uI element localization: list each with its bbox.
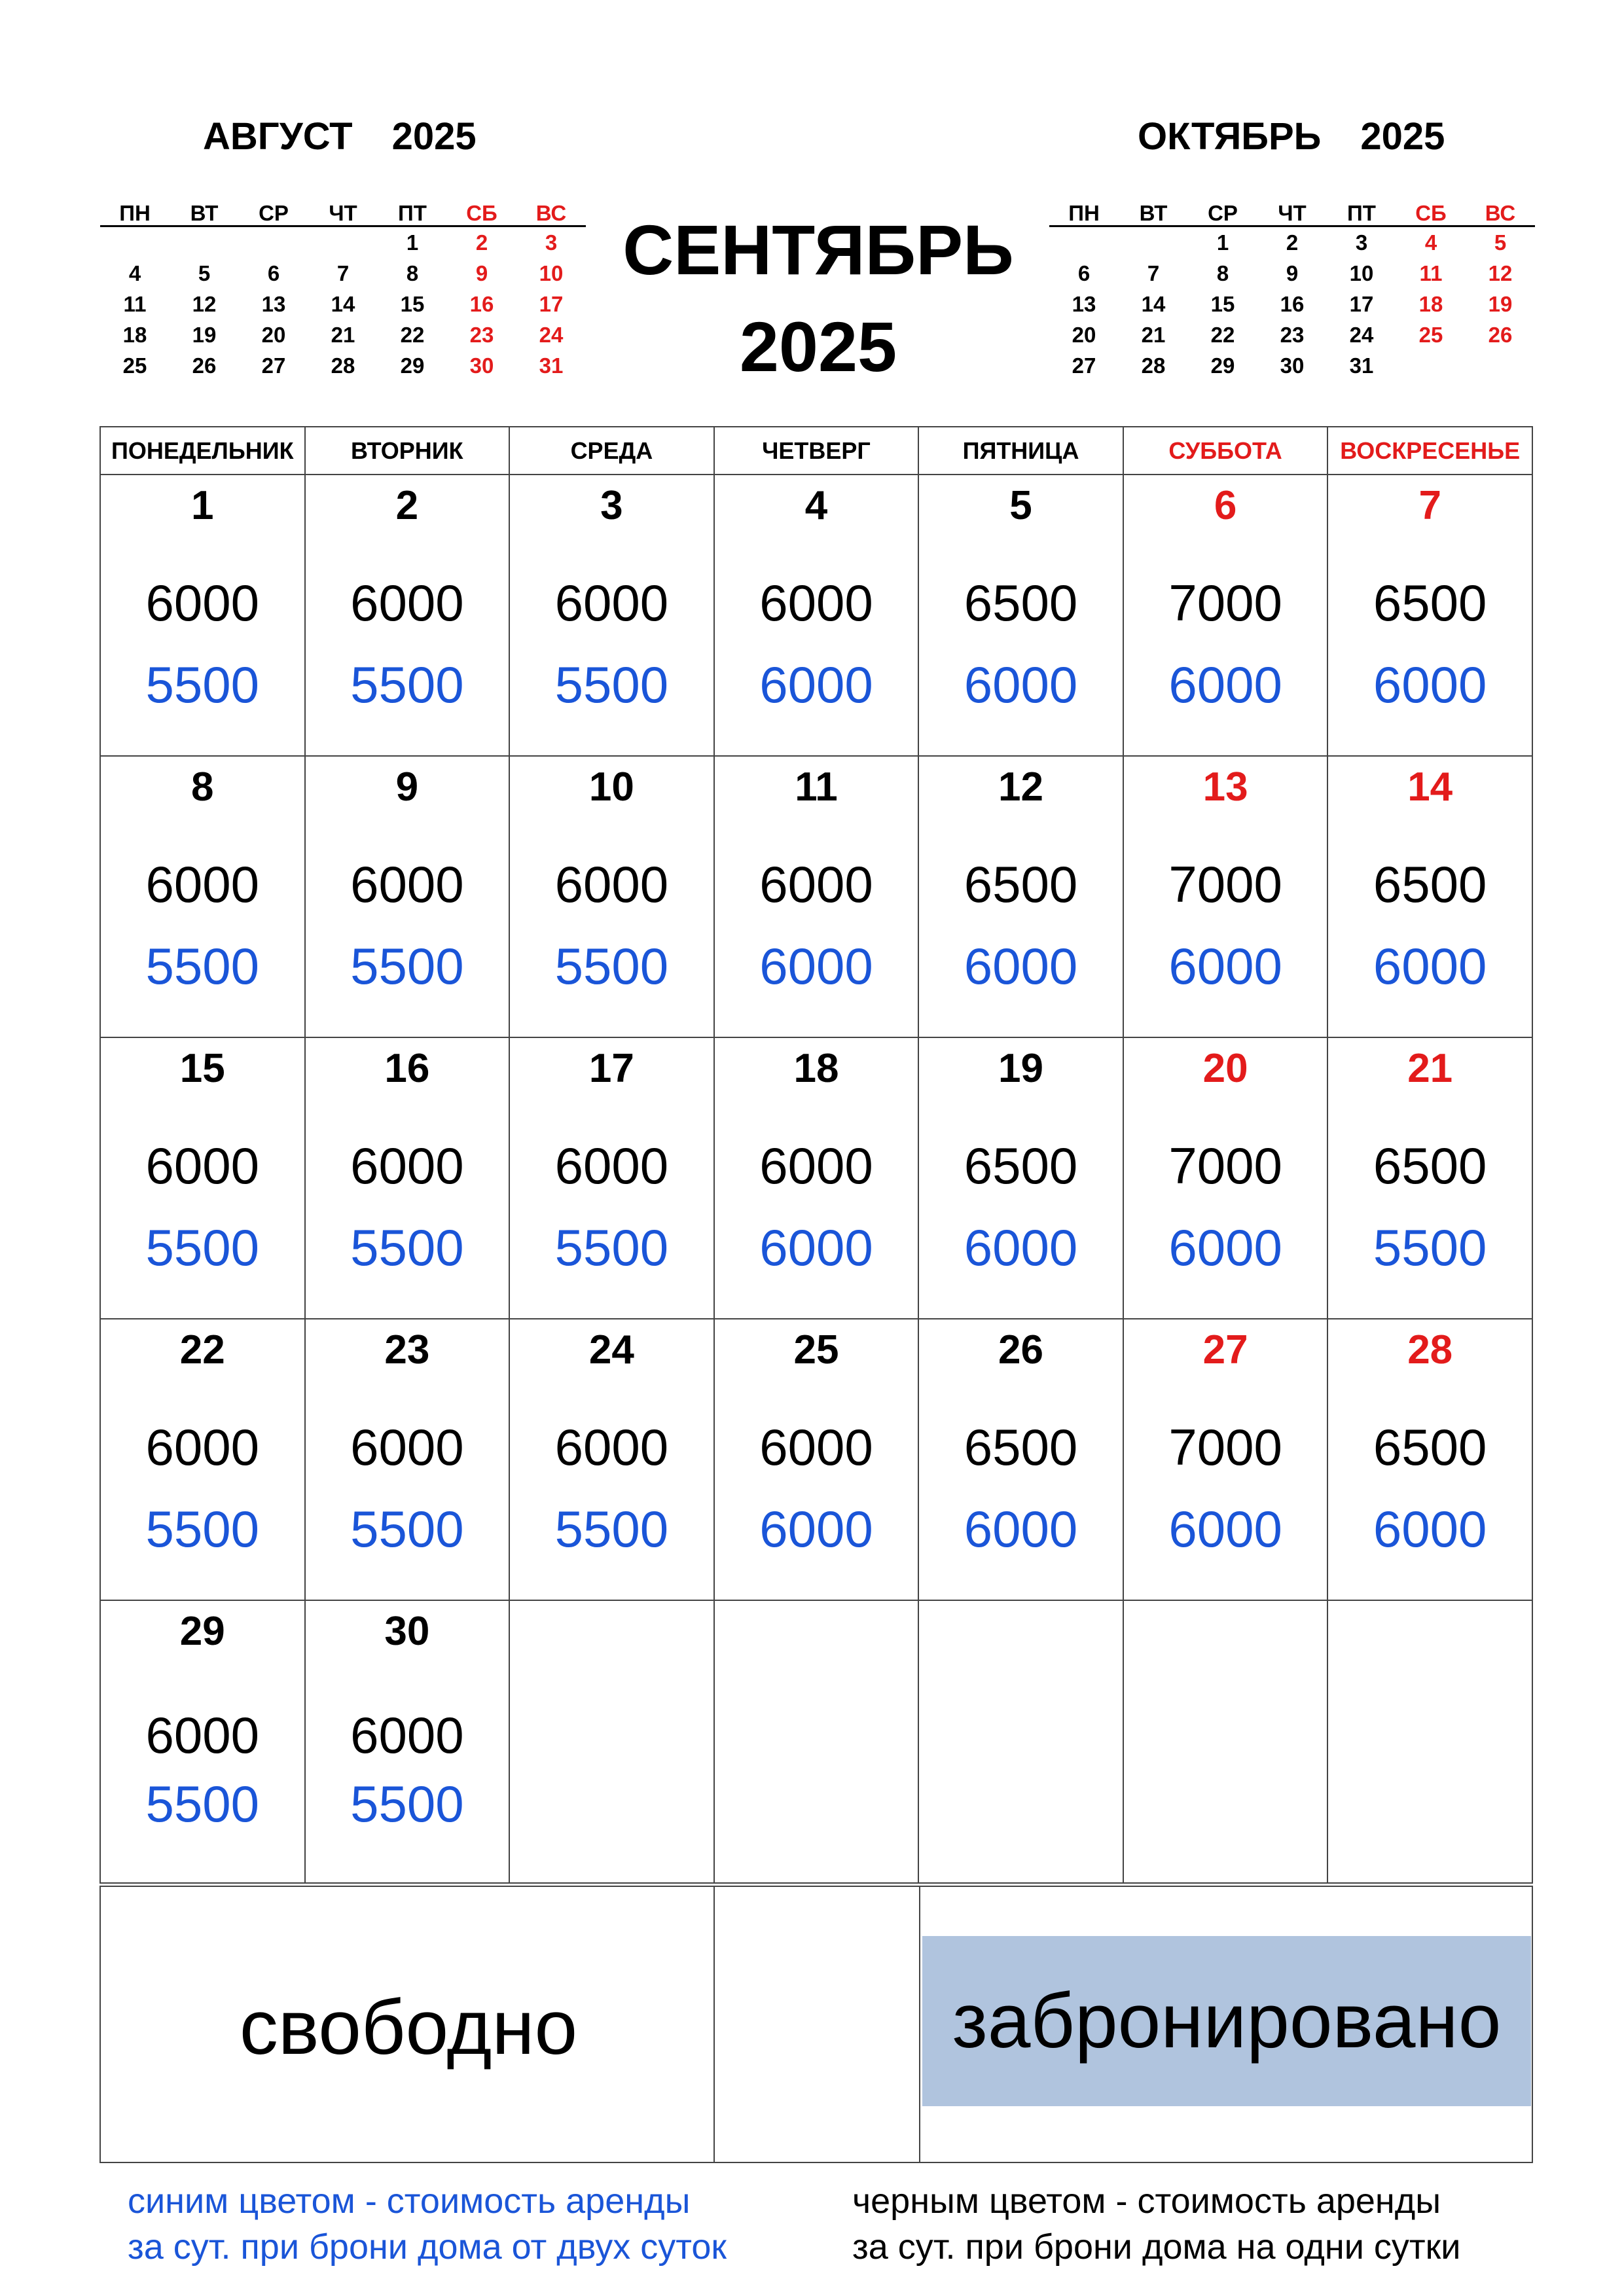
weekday-header: СРЕДА [509,427,714,475]
weekday-label: ВС [535,201,567,225]
legend-booked-label: забронировано [922,1936,1531,2106]
weekday-label: СБ [466,201,497,225]
price-one-night: 6000 [350,1137,464,1194]
day-number: 4 [804,483,828,528]
weekday-header: ПЯТНИЦА [918,427,1123,475]
price-one-night: 6000 [350,574,464,632]
date-cell: 12 [192,291,217,316]
price-two-nights: 5500 [145,656,260,713]
price-two-nights: 5500 [145,1775,260,1833]
date-cell: 7 [1147,260,1160,285]
price-two-nights: 6000 [1373,656,1487,713]
weekday-label: ПН [1068,201,1100,225]
weekday-label: ПТ [398,201,427,225]
day-cell[interactable] [509,756,714,1037]
date-cell: 27 [261,353,286,378]
week-row [100,756,1532,1037]
date-cell: 4 [128,260,141,285]
price-one-night: 7000 [1168,574,1282,632]
day-number: 12 [998,764,1044,810]
main-year-title: 2025 [739,307,897,386]
note-blue-line2: за сут. при брони дома от двух суток [128,2227,727,2267]
date-cell: 19 [1488,291,1513,316]
date-cell: 30 [1280,353,1305,378]
date-cell: 2 [1286,230,1299,255]
date-cell: 31 [1349,353,1374,378]
date-cell: 19 [192,322,217,347]
price-two-nights: 6000 [759,656,873,713]
price-two-nights: 6000 [964,1500,1078,1558]
date-cell: 26 [1488,322,1513,347]
day-cell[interactable] [1123,475,1328,756]
day-cell[interactable] [100,475,305,756]
price-two-nights: 6000 [759,937,873,995]
price-two-nights: 5500 [350,1500,464,1558]
price-one-night: 6000 [554,855,669,913]
next-month-title [1138,115,1445,158]
price-one-night: 6500 [1373,574,1487,632]
price-one-night: 6000 [350,1706,464,1764]
day-number: 20 [1202,1046,1248,1091]
price-one-night: 6000 [554,1418,669,1476]
day-number: 2 [395,483,419,528]
price-two-nights: 5500 [350,1219,464,1276]
empty-cell [714,1600,919,1883]
week-row [1049,319,1535,350]
weekday-label: СР [259,201,289,225]
next-month-weekdays [1049,196,1535,227]
price-one-night: 6000 [350,855,464,913]
weekday-header: СУББОТА [1123,427,1328,475]
day-number: 22 [179,1327,225,1372]
date-cell: 3 [545,230,558,255]
week-row [100,475,1532,756]
day-cell[interactable] [305,475,510,756]
date-cell: 12 [1488,260,1513,285]
prev-month-year: 2025 [391,115,477,158]
day-cell[interactable] [305,1037,510,1319]
price-two-nights: 5500 [350,656,464,713]
price-two-nights: 6000 [1168,1219,1282,1276]
day-cell[interactable] [305,1600,510,1883]
week-row [100,350,586,381]
empty-cell [918,1600,1123,1883]
price-two-nights: 6000 [759,1219,873,1276]
price-one-night: 6500 [1373,855,1487,913]
weekday-label: ЧТ [329,201,357,225]
main-month-title: СЕНТЯБРЬ [623,210,1014,289]
booking-calendar-grid [99,426,1533,1884]
date-cell: 10 [1349,260,1374,285]
price-two-nights: 5500 [1373,1219,1487,1276]
empty-cell [1123,1600,1328,1883]
date-cell: 22 [400,322,425,347]
day-cell[interactable] [714,756,919,1037]
empty-cell [509,1600,714,1883]
day-number: 13 [1202,764,1248,810]
day-number: 15 [179,1046,225,1091]
price-one-night: 6500 [1373,1137,1487,1194]
day-cell[interactable] [509,1319,714,1600]
date-cell: 28 [1141,353,1166,378]
date-cell: 2 [475,230,488,255]
date-cell: 13 [261,291,286,316]
price-two-nights: 6000 [1168,1500,1282,1558]
date-cell: 30 [469,353,494,378]
price-two-nights: 6000 [964,656,1078,713]
day-number: 19 [998,1046,1044,1091]
day-cell[interactable] [918,1037,1123,1319]
legend-free-label: свободно [239,1984,578,2071]
week-row [100,258,586,289]
weekday-header: ЧЕТВЕРГ [714,427,919,475]
week-row [100,289,586,319]
day-number: 9 [395,764,419,810]
prev-month-calendar [100,196,586,381]
weekday-header: ВТОРНИК [305,427,510,475]
date-cell: 23 [469,322,494,347]
price-two-nights: 5500 [145,1500,260,1558]
day-cell[interactable] [100,1600,305,1883]
day-cell[interactable] [1327,475,1532,756]
week-row [100,1319,1532,1600]
date-cell: 11 [123,291,147,316]
price-two-nights: 5500 [350,937,464,995]
date-cell: 8 [406,260,419,285]
day-cell[interactable] [714,1037,919,1319]
day-number: 17 [588,1046,634,1091]
date-cell: 9 [475,260,488,285]
date-cell: 11 [1419,260,1443,285]
day-cell[interactable] [714,1319,919,1600]
price-one-night: 6500 [964,855,1078,913]
week-row [1049,350,1535,381]
date-cell: 31 [539,353,564,378]
date-cell: 26 [192,353,217,378]
week-row [100,1600,1532,1883]
price-one-night: 6000 [759,574,873,632]
note-blue-line1: синим цветом - стоимость аренды [128,2181,691,2221]
date-cell: 28 [331,353,355,378]
price-one-night: 6000 [759,1418,873,1476]
day-number: 14 [1407,764,1453,810]
next-month-calendar [1049,196,1535,381]
day-cell[interactable] [918,756,1123,1037]
day-number: 28 [1407,1327,1453,1372]
date-cell: 17 [539,291,564,316]
next-month-year: 2025 [1360,115,1445,158]
price-two-nights: 5500 [554,937,669,995]
price-one-night: 6500 [964,1418,1078,1476]
price-two-nights: 6000 [1373,937,1487,995]
day-cell[interactable] [1123,756,1328,1037]
date-cell: 6 [267,260,280,285]
date-cell: 16 [469,291,494,316]
date-cell: 14 [331,291,355,316]
date-cell: 22 [1210,322,1235,347]
day-cell[interactable] [305,1319,510,1600]
date-cell: 21 [331,322,355,347]
price-two-nights: 6000 [1373,1500,1487,1558]
day-number: 26 [998,1327,1044,1372]
day-number: 23 [384,1327,430,1372]
day-number: 24 [588,1327,634,1372]
date-cell: 27 [1072,353,1096,378]
price-one-night: 7000 [1168,1137,1282,1194]
week-row [100,1037,1532,1319]
price-one-night: 6000 [145,1418,260,1476]
price-one-night: 6500 [964,574,1078,632]
date-cell: 5 [198,260,211,285]
price-two-nights: 5500 [145,1219,260,1276]
date-cell: 29 [400,353,425,378]
date-cell: 24 [1349,322,1374,347]
price-one-night: 6000 [145,1706,260,1764]
price-one-night: 7000 [1168,855,1282,913]
weekday-header-row [100,427,1532,475]
date-cell: 23 [1280,322,1305,347]
day-number: 29 [179,1609,225,1654]
date-cell: 6 [1077,260,1091,285]
day-number: 27 [1202,1327,1248,1372]
date-cell: 18 [122,322,147,347]
day-cell[interactable] [100,756,305,1037]
price-two-nights: 6000 [964,1219,1078,1276]
day-cell[interactable] [714,475,919,756]
price-two-nights: 6000 [1168,656,1282,713]
day-cell[interactable] [509,475,714,756]
legend-divider [919,1887,920,2162]
price-one-night: 6000 [145,855,260,913]
prev-month-title [203,115,477,158]
date-cell: 20 [261,322,286,347]
price-two-nights: 5500 [554,1219,669,1276]
weekday-label: ВС [1485,201,1516,225]
prev-month-name: АВГУСТ [203,115,353,158]
price-one-night: 6000 [759,1137,873,1194]
date-cell: 10 [539,260,564,285]
date-cell: 5 [1494,230,1507,255]
day-cell[interactable] [1327,1319,1532,1600]
day-cell[interactable] [918,475,1123,756]
weekday-label: СР [1208,201,1238,225]
day-cell[interactable] [918,1319,1123,1600]
price-one-night: 6000 [145,1137,260,1194]
weekday-label: СБ [1415,201,1447,225]
week-row [1049,289,1535,319]
day-cell[interactable] [100,1319,305,1600]
day-cell[interactable] [305,756,510,1037]
day-number: 8 [191,764,214,810]
price-one-night: 6000 [350,1418,464,1476]
date-cell: 25 [1418,322,1443,347]
day-number: 5 [1009,483,1032,528]
date-cell: 17 [1349,291,1374,316]
date-cell: 15 [1210,291,1235,316]
weekday-label: ЧТ [1278,201,1307,225]
price-one-night: 7000 [1168,1418,1282,1476]
day-number: 10 [588,764,634,810]
weekday-header: ПОНЕДЕЛЬНИК [100,427,305,475]
day-number: 30 [384,1609,430,1654]
weekday-label: ПТ [1347,201,1376,225]
price-two-nights: 5500 [145,937,260,995]
date-cell: 8 [1216,260,1229,285]
day-cell[interactable] [100,1037,305,1319]
day-cell[interactable] [509,1037,714,1319]
day-number: 3 [600,483,623,528]
next-month-name: ОКТЯБРЬ [1138,115,1322,158]
week-row [100,319,586,350]
price-two-nights: 5500 [554,656,669,713]
price-one-night: 6000 [554,1137,669,1194]
date-cell: 14 [1141,291,1166,316]
price-one-night: 6000 [145,574,260,632]
week-row [1049,258,1535,289]
date-cell: 9 [1286,260,1299,285]
weekday-label: ВТ [1139,201,1168,225]
prev-month-weekdays [100,196,586,227]
price-two-nights: 5500 [554,1500,669,1558]
day-number: 16 [384,1046,430,1091]
day-number: 7 [1418,483,1441,528]
date-cell: 21 [1141,322,1166,347]
date-cell: 24 [539,322,564,347]
date-cell: 3 [1355,230,1368,255]
day-number: 25 [793,1327,839,1372]
day-cell[interactable] [1327,1037,1532,1319]
price-one-night: 6500 [1373,1418,1487,1476]
status-legend [99,1886,1533,2163]
empty-cell [1327,1600,1532,1883]
date-cell: 13 [1072,291,1096,316]
date-cell: 7 [336,260,350,285]
weekday-label: ПН [119,201,151,225]
week-row [1049,227,1535,258]
price-one-night: 6000 [554,574,669,632]
date-cell: 15 [400,291,425,316]
date-cell: 1 [406,230,419,255]
date-cell: 25 [122,353,147,378]
price-two-nights: 6000 [759,1500,873,1558]
price-one-night: 6000 [759,855,873,913]
price-two-nights: 6000 [964,937,1078,995]
date-cell: 4 [1424,230,1437,255]
day-number: 18 [793,1046,839,1091]
day-number: 21 [1407,1046,1453,1091]
price-one-night: 6500 [964,1137,1078,1194]
day-cell[interactable] [1123,1319,1328,1600]
date-cell: 29 [1210,353,1235,378]
day-cell[interactable] [1123,1037,1328,1319]
date-cell: 18 [1418,291,1443,316]
date-cell: 1 [1216,230,1229,255]
price-two-nights: 6000 [1168,937,1282,995]
price-two-nights: 5500 [350,1775,464,1833]
day-number: 11 [795,764,838,810]
week-row [100,227,586,258]
note-black-line2: за сут. при брони дома на одни сутки [852,2227,1461,2267]
date-cell: 20 [1072,322,1096,347]
day-number: 6 [1214,483,1237,528]
note-black-line1: черным цветом - стоимость аренды [852,2181,1441,2221]
day-cell[interactable] [1327,756,1532,1037]
weekday-header: ВОСКРЕСЕНЬЕ [1327,427,1532,475]
date-cell: 16 [1280,291,1305,316]
weekday-label: ВТ [190,201,219,225]
day-number: 1 [191,483,214,528]
